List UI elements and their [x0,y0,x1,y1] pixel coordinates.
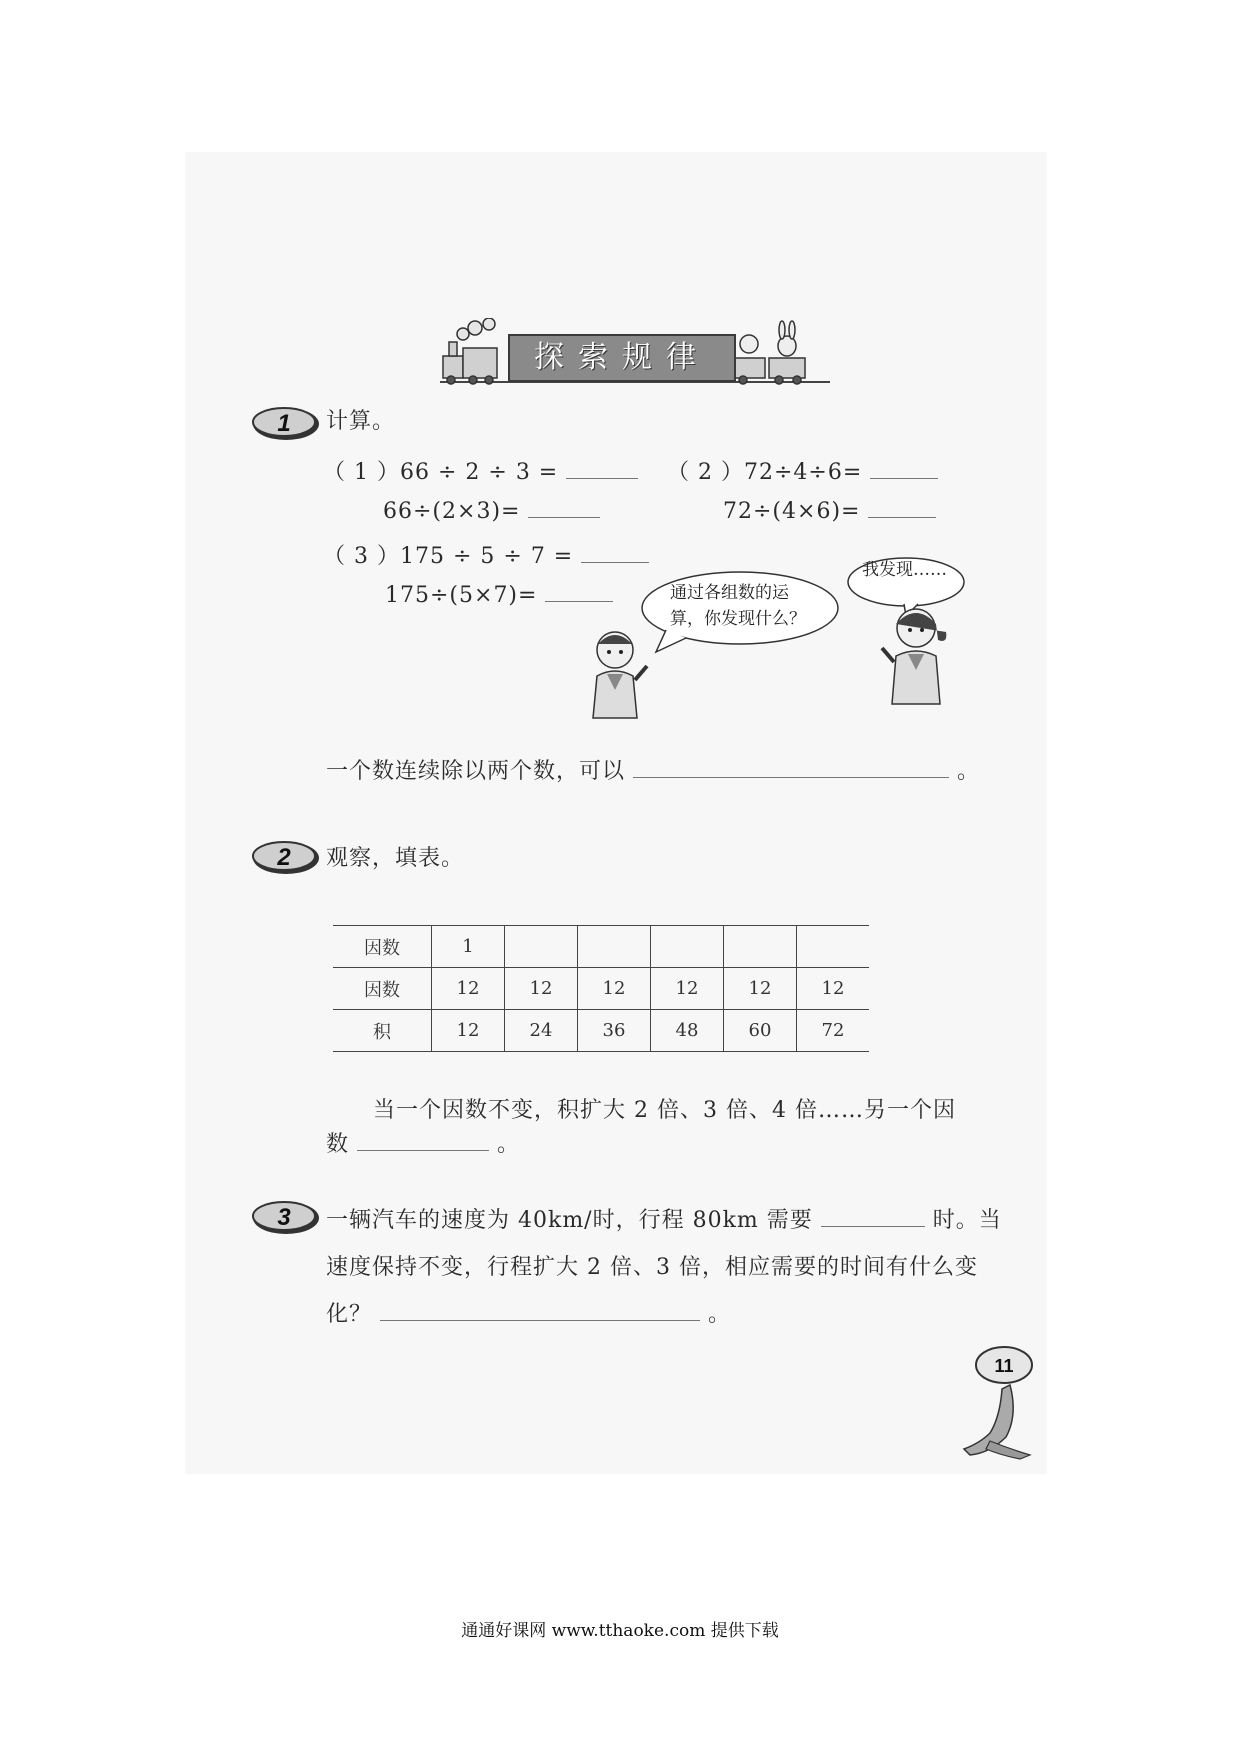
table-cell: 12 [432,1010,505,1052]
table-cell: 12 [432,968,505,1010]
q3-line3: 化？ 。 [326,1302,732,1327]
question-number-badge-1 [250,404,322,442]
table-cell: 12 [797,968,870,1010]
q1-item-1-line1: （ 1 ）66 ÷ 2 ÷ 3 = [323,455,638,486]
table-cell: 36 [578,1010,651,1052]
q2-prompt: 观察，填表。 [326,846,465,871]
page-number: 11 [994,1356,1014,1376]
answer-blank[interactable] [581,542,649,563]
train-kids-icon [735,321,805,384]
row-header: 积 [333,1010,432,1052]
table-cell: 60 [724,1010,797,1052]
q1-item-2-line2: 72÷(4×6)= [723,497,936,524]
q3-line1: 一辆汽车的速度为 40km/时，行程 80km 需要 时。当 [326,1208,1002,1233]
q1-item-1-line2: 66÷(2×3)= [383,497,600,524]
answer-blank[interactable] [868,497,936,518]
q3-answer-blank[interactable] [380,1300,700,1321]
table-cell: 72 [797,1010,870,1052]
question-number-badge-3 [250,1198,322,1236]
girl-illustration [876,604,954,708]
table-cell-blank[interactable] [578,926,651,968]
bubble-boy-line-1: 通过各组数的运 [670,583,789,603]
q1-item-2-line1: （ 2 ）72÷4÷6= [667,455,938,486]
boy-illustration [585,628,655,720]
table-cell: 12 [724,968,797,1010]
q3-line2: 速度保持不变，行程扩大 2 倍、3 倍，相应需要的时间有什么变 [326,1255,978,1280]
train-icon [443,318,497,384]
table-cell: 12 [651,968,724,1010]
table-cell: 1 [432,926,505,968]
table-cell-blank[interactable] [651,926,724,968]
question-number-badge-2 [250,838,322,876]
table-cell: 24 [505,1010,578,1052]
question-number-2: 2 [277,844,291,871]
answer-blank[interactable] [566,458,638,479]
q1-conclusion: 一个数连续除以两个数，可以 。 [326,759,981,784]
table-row [333,926,869,968]
table-row [333,968,869,1010]
factor-table [333,925,869,1052]
footer-credit: 通通好课网 www.tthaoke.com 提供下载 [461,1621,779,1641]
table-cell: 48 [651,1010,724,1052]
table-cell-blank[interactable] [797,926,870,968]
table-cell-blank[interactable] [724,926,797,968]
q3-hours-blank[interactable] [821,1206,925,1227]
question-number-3: 3 [277,1204,291,1231]
page-number-seal [960,1345,1050,1465]
table-cell: 12 [578,968,651,1010]
table-cell: 12 [505,968,578,1010]
answer-blank[interactable] [528,497,600,518]
bubble-boy-line-2: 算，你发现什么？ [670,609,806,629]
row-header: 因数 [333,926,432,968]
answer-blank[interactable] [545,581,613,602]
q2-text-line2: 数 。 [326,1132,521,1157]
q2-answer-blank[interactable] [357,1130,489,1151]
bubble-girl-text: 我发现…… [862,560,947,580]
q1-prompt: 计算。 [326,409,396,434]
answer-blank[interactable] [870,458,938,479]
row-header: 因数 [333,968,432,1010]
seal-icon [964,1385,1030,1459]
q1-item-3-line1: （ 3 ）175 ÷ 5 ÷ 7 = [323,539,649,570]
question-number-1: 1 [277,410,291,437]
table-cell-blank[interactable] [505,926,578,968]
conclusion-blank[interactable] [633,757,949,778]
section-title: 探索规律 [508,334,736,382]
q2-text-line1: 当一个因数不变，积扩大 2 倍、3 倍、4 倍……另一个因 [373,1098,956,1123]
table-row [333,1010,869,1052]
q1-item-3-line2: 175÷(5×7)= [385,581,613,608]
